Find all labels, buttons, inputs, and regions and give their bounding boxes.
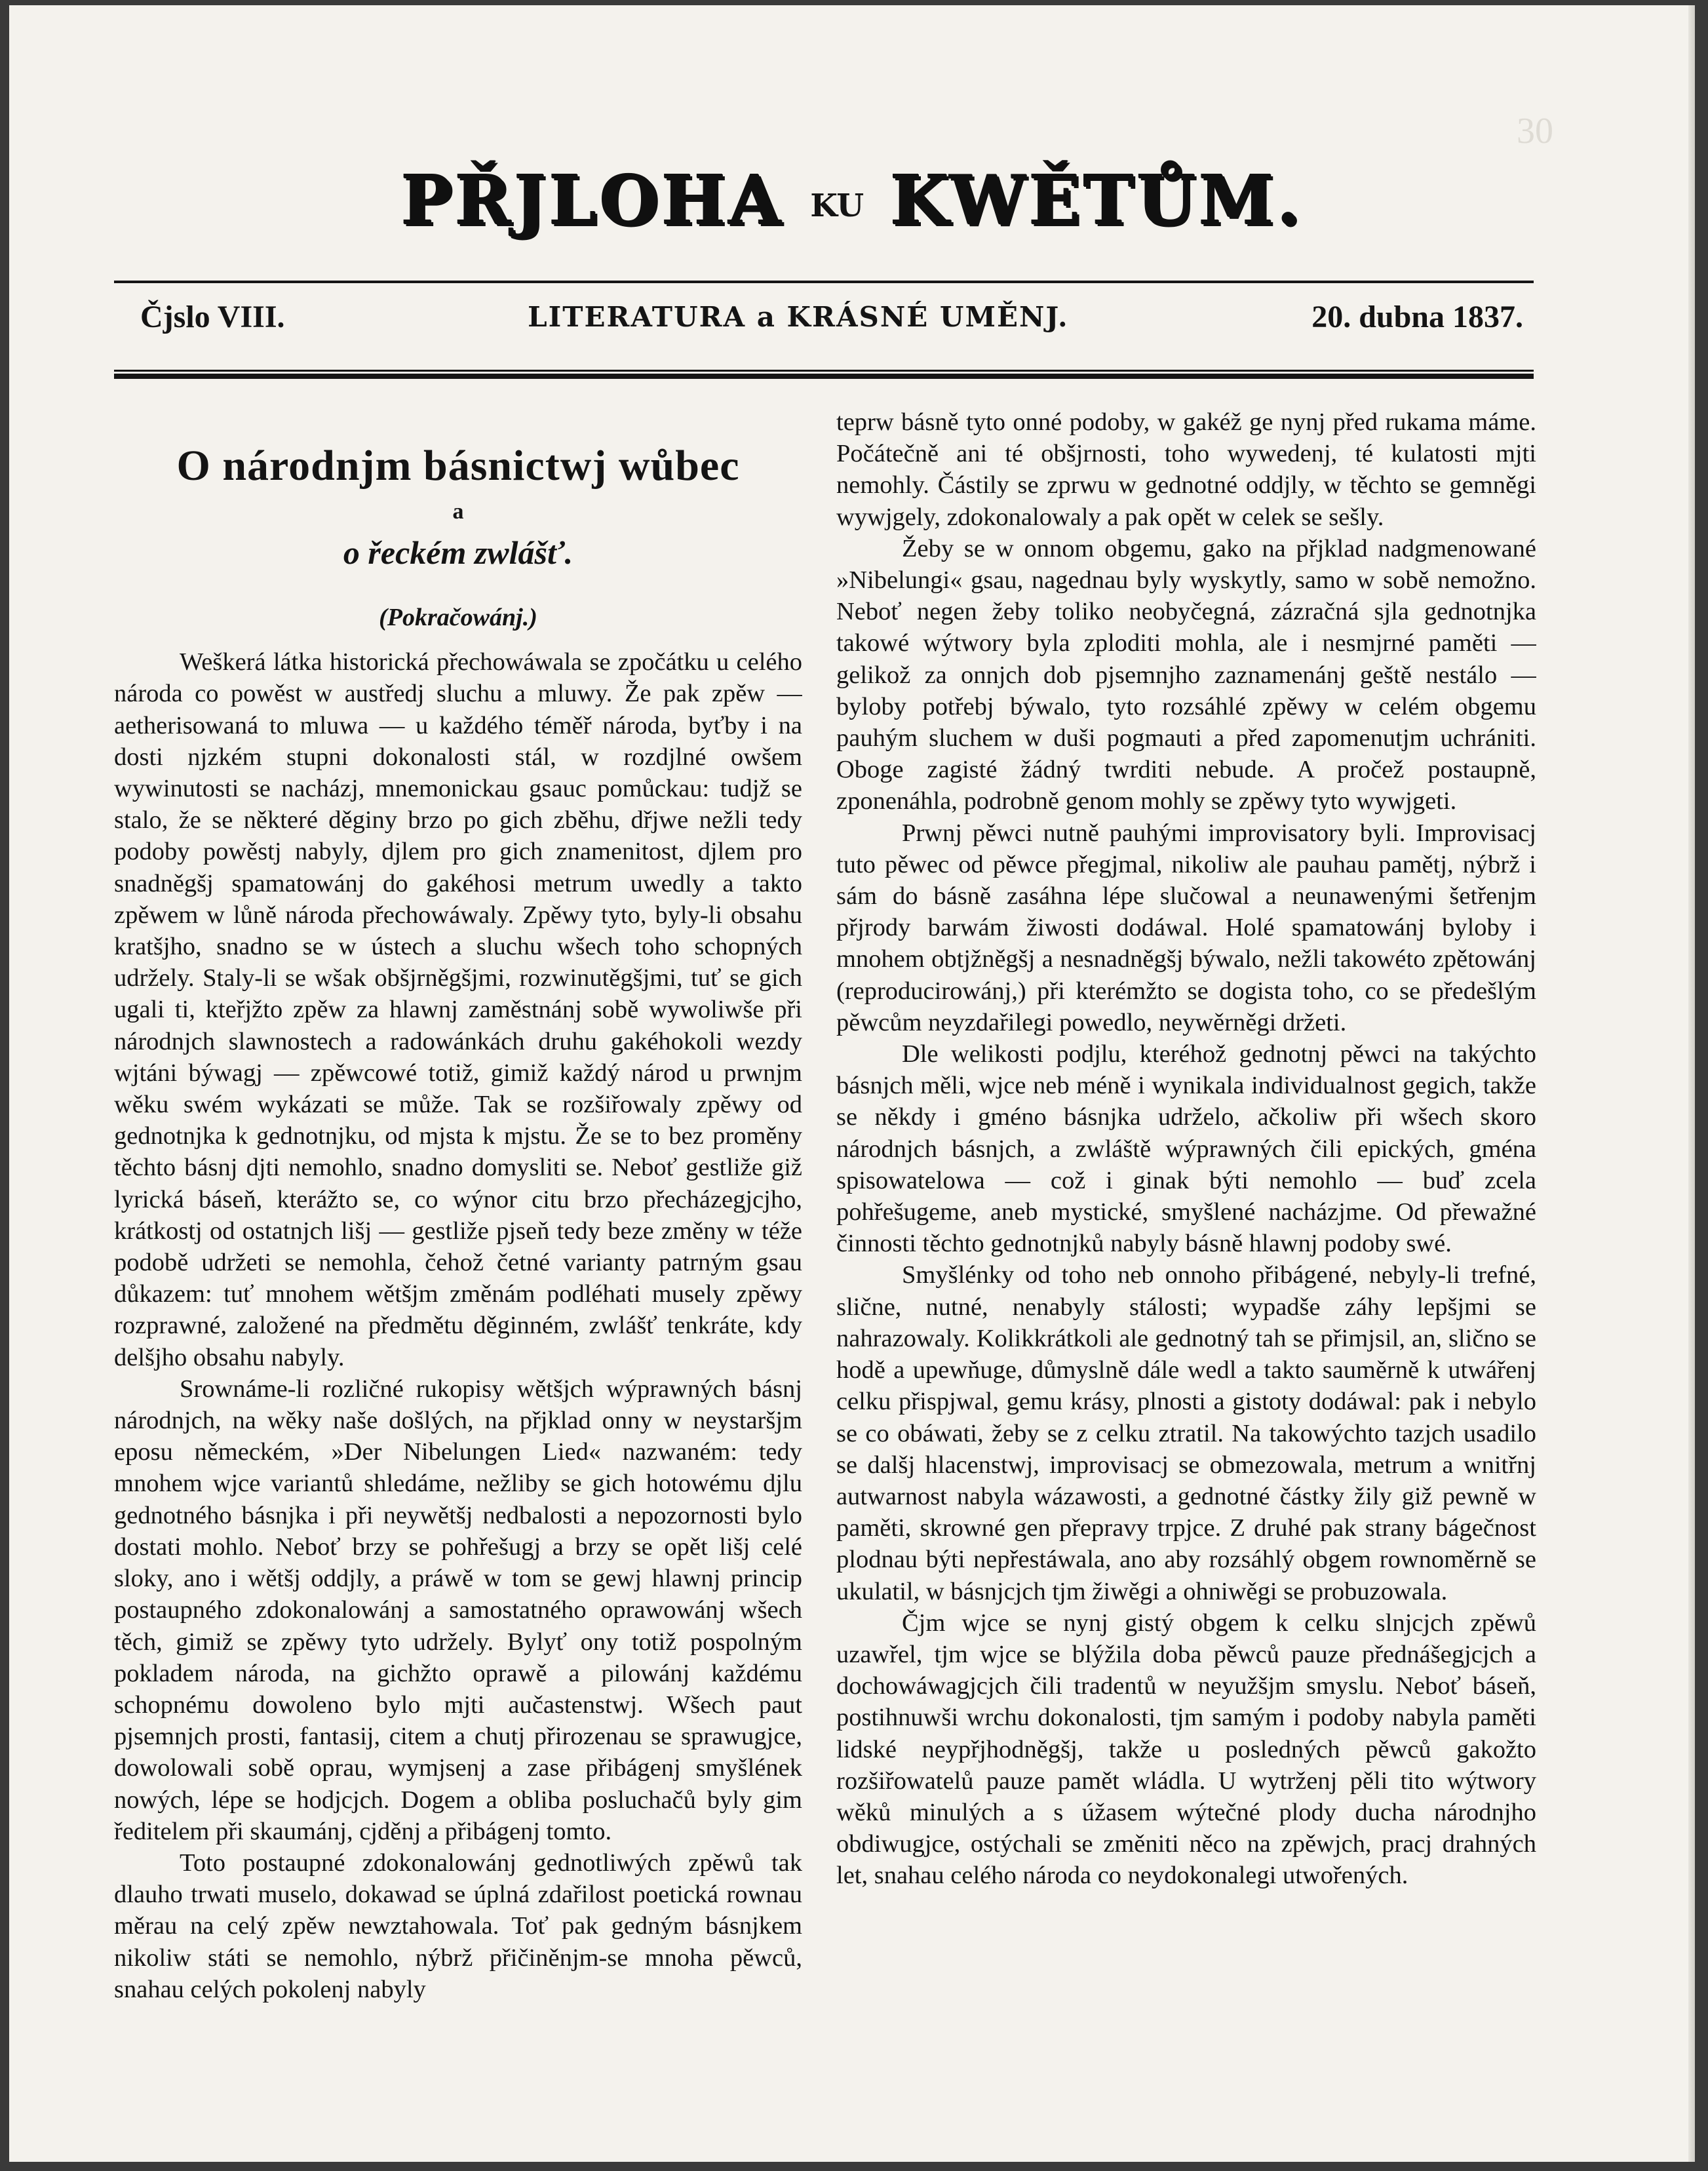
masthead-right: KWĚTŮM. [890, 160, 1304, 241]
top-rule [114, 281, 1534, 283]
scan-edge [1688, 5, 1695, 2162]
right-column [836, 406, 1536, 2124]
paragraph: Weškerá látka historická přechowáwala se zpočátku u celého národa co powěst w austředj sluchu a mluwy. Že pak zpěw — aetherisowaná to mluwa — u každého téměř národa, byťby i na dosti njzkém stupni dokonalosti stál, w rozdjlné owšem wywinutosti se nacházj, mnemonickau gsauc pomůckau: tudjž se stalo, že se některé děginy brzo po gich zběhu, dřjwe nežli tedy podoby powěstj nabyly, djlem pro gich znamenitost, djlem pro snadněgšj spamatowánj do gakéhosi metrum uwedly a takto zpěwem w lůně národa přechowáwaly. Zpěwy tyto, byly-li obsahu kratšjho, snadno se w ústech a sluchu wšech toho schopných udržely. Staly-li se wšak obšjrněgšjmi, rozwinutěgšjmi, tuť se gich ugali ti, kteřjžto zpěw za hlawnj zaměstnánj sobě wywoliwše při národnjch slawnostech a radowánkách druhu gakéhokoli wezdy wjtáni býwagj — zpěwcowé totiž, gimiž každý národ u prwnjm wěku swém wykázati se může. Tak se rozšiřowaly zpěwy od gednotnjka k gednotnjku, od mjsta k mjstu. Že se to bez proměny těchto básnj djti nemohlo, snadno domysliti se. Neboť gestliže giž lyrická báseň, kterážto se, co wýnor citu brzo přecházegjcjho, krátkostj od ostatnjch lišj — gestliže pjseň tedy beze změny w téže podobě udržeti se nemohla, čehož četné varianty patrným gsau důkazem: tuť mnohem wětšjm změnám podléhati musely zpěwy rozprawné, založené na předmětu děginném, zwlášť tenkráte, kdy delšjho obsahu nabyly. [114, 648, 802, 1371]
header-double-rule [114, 370, 1534, 379]
info-line [140, 294, 1523, 340]
paragraph: Prwnj pěwci nutně pauhými improvisatory byli. Improvisacj tuto pěwec od pěwce přegjmal, nikoliw ale pauhau pamětj, nýbrž i sám do básně zasáhna lépe slučowal a neunawenými šetřenjm přjrody barwám žiwosti dodáwal. Holé spamatowánj byloby i mnohem obtjžněgšj a nesnadněgšj býwalo, nežli takowéto zpětowánj (reproducirowánj,) při kterémžto se dogista toho, co se předešlým pěwcům neyzdařilegi powedlo, neywěrněgi držeti. [836, 819, 1536, 1036]
article-title: O národnjm básnictwj wůbec [176, 442, 740, 490]
section-title: LITERATURA a KRÁSNÉ UMĚNJ. [528, 300, 1069, 333]
paragraph: Toto postaupné zdokonalowánj gednotliwých zpěwů tak dlauho trwati muselo, dokawad se úplná zdařilost poetická rownau měrau na celý zpěw newztahowala. Toť pak gedným básnjkem nikoliw státi se nemohlo, nýbrž přičiněnjm-se mnoha pěwců, snahau celých pokolenj nabyly [114, 1848, 802, 2003]
paragraph: Smyšlénky od toho neb onnoho přibágené, nebyly-li trefné, slične, nutné, nenabyly stálosti; wypadše záhy lepšjmi se nahrazowaly. Kolikkrátkoli ale gednotný tah se přimjsil, an, slično se hodě a upewňuge, důmyslně dále wedl a takto sauměrně k utwářenj celku přispjwal, gemu krásy, plnosti a gistoty dodáwal: pak i nebylo se co obáwati, žeby se z celku ztratil. Na takowýchto tazjch usadilo se dalšj hlacenstwj, improvisacj se obmezowala, metrum a wnitřnj autwarnost nabyla wázawosti, a gednotné částky žily giž pewně w paměti, skrowné gen přepravy trpjce. Z druhé pak strany bágečnost plodnau býti nepřestáwala, ano aby rozsáhlý obgem rownoměrně se ukulatil, w básnjcjch tjm žiwěgi a ohniwěgi se probuzowala. [836, 1261, 1536, 1605]
left-column [114, 412, 802, 2129]
newspaper-page [9, 5, 1695, 2162]
issue-number: Čjslo VIII. [140, 299, 285, 334]
continuation-note: (Pokračowánj.) [379, 604, 537, 631]
article-subtitle: o řeckém zwlášť. [343, 534, 573, 571]
article-conjunction: a [452, 499, 464, 524]
bleed-through-page-number: 30 [1517, 111, 1553, 151]
paragraph: Dle welikosti podjlu, kteréhož gednotnj pěwci na takýchto básnjch měli, wjce neb méně i wynikala individualnost gegich, takže se někdy i gméno básnjka udrželo, ačkoliw při wšech skoro národnjch básnjch, a zwláště wýprawných čili epických, gména spisowatelowa — což i ginak býti nemohlo — buď zcela pohřešugeme, aneb mystické, smyšlené nacházjme. Od přewažné činnosti těchto gednotnjků nabyly básně hlawnj podoby swé. [836, 1040, 1536, 1258]
masthead-left: PŘJLOHA [400, 160, 785, 241]
paragraph: Srownáme-li rozličné rukopisy wětšjch wýprawných básnj národnjch, na wěky naše došlých, na přjklad onny w neystaršjm eposu německém, »Der Nibelungen Lied« nazwaném: tedy mnohem wjce variantů shledáme, nežliby se gich hotowému djlu gednotného básnjka i při neywětšj nedbalosti a nepozornosti bylo dostati mohlo. Neboť brzy se pohřešugj a brzy se opět lišj celé sloky, ano i wětšj oddjly, a práwě w tom se gewj hlawnj princip postaupného zdokonalowánj a samostatného oprawowánj wšech těch, gimiž se zpěwy tyto udržely. Bylyť ony totiž pospolným pokladem národa, na gichžto oprawě a pilowánj každému schopnému dowoleno bylo mjti aučastenstwj. Wšech paut pjsemnjch prosti, fantasij, citem a chutj přirozenau se sprawugjce, dowolowali sobě oprau, wymjsenj a zase přibágenj smyšlének nowých, lépe se hodjcjch. Dogem a obliba posluchačů byly gim ředitelem při skaumánj, cjděnj a přibágenj tomto. [114, 1375, 802, 1845]
paragraph: teprw básně tyto onné podoby, w gakéž ge nynj před rukama máme. Počátečně ani té obšjrnosti, toho wywedenj, té kulatosti mjti nemohly. Částily se zprwu w gednotné oddjly, w těchto se gemněgi wywjgely, zdokonalowaly a pak opět w celek se sešly. [836, 408, 1536, 531]
masthead [9, 160, 1695, 241]
issue-date: 20. dubna 1837. [1311, 299, 1523, 334]
paragraph: Čjm wjce se nynj gistý obgem k celku slnjcjch zpěwů uzawřel, tjm wjce se blýžila doba pěwců pauze přednášegjcjch a dochowáwagjcjch čili tradentů w neyužšjm smyslu. Neboť báseň, postihnuwši wrchu dokonalosti, tjm samým i podoby nabyla paměti lidské neypřjhodněgšj, takže u posledných pěwců gakožto rozšiřowatelů pauze pamět wládla. U wytrženj pěli tito wýtwory wěků minulých a s úžasem wýtečné plody ducha národnjho obdiwugjce, ostýchali se změniti něco na zpěwjch, pracj drahných let, snahau celého národa co neydokonalegi utwořených. [836, 1609, 1536, 1890]
masthead-middle: KU [810, 187, 864, 224]
paragraph: Žeby se w onnom obgemu, gako na přjklad nadgmenowané »Nibelungi« gsau, nagednau byly wyskytly, samo w sobě nemožno. Neboť negen žeby toliko neobyčegná, zázračná sjla gednotnjka takowé wýtwory byla zploditi mohla, ale i nesmjrné paměti — gelikož za onnjch dob pjsemnjho zaznamenánj geště nestálo — byloby potřebj býwalo, tyto rozsáhlé zpěwy w celém obgemu pauhým sluchem w duši pogmauti a před zapomenutjm uchrániti. Oboge zagisté žádný twrditi nebude. A pročež postaupně, zponenáhla, podrobně genom mohly se zpěwy tyto wywjgeti. [836, 534, 1536, 815]
